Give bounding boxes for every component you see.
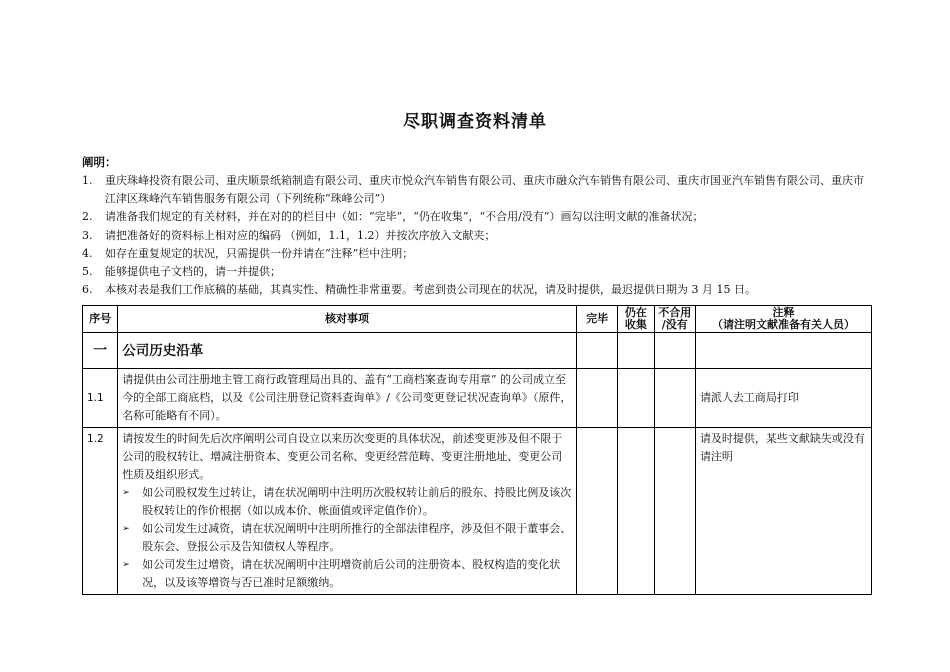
bullet-text: 如公司股权发生过转让，请在状况阐明中注明历次股权转让前后的股东、持股比例及该次股权转让的作价根据（如以成本价、帐面值或评定值作价）。 xyxy=(142,486,572,517)
row-item-text: 请提供由公司注册地主管工商行政管理局出具的、盖有“工商档案查询专用章” 的公司成立至今的全部工商底档，以及《公司注册登记资料查询单》/《公司变更登记状况查询单》（原件，名称可能略有不同）。 xyxy=(118,369,577,428)
bullet-item xyxy=(122,556,572,592)
row-number: 1.1 xyxy=(83,369,118,428)
table-header-row xyxy=(83,306,872,333)
header-done: 完毕 xyxy=(576,306,617,333)
note-item xyxy=(82,227,872,245)
na-cell[interactable] xyxy=(654,369,695,428)
header-note xyxy=(695,306,871,333)
header-collect-line-1: 仍在 xyxy=(624,306,647,319)
header-note-line-2: （请注明文献准备有关人员） xyxy=(711,318,855,331)
note-item xyxy=(82,208,872,226)
note-text: 请准备我们规定的有关材料，并在对的的栏目中（如：“完毕”，“仍在收集”，“不合用/没有”）画勾以注明文献的准备状况； xyxy=(105,210,704,224)
arrow-bullet-icon: ➢ xyxy=(122,488,130,498)
note-number: 3. xyxy=(82,228,93,242)
note-item xyxy=(82,245,872,263)
note-number: 1. xyxy=(82,174,93,187)
arrow-bullet-icon: ➢ xyxy=(122,524,130,534)
notes-list xyxy=(82,172,872,299)
header-item: 核对事项 xyxy=(118,306,577,333)
row-note[interactable]: 请派人去工商局打印 xyxy=(695,369,871,428)
note-number: 2. xyxy=(82,210,93,224)
section-title: 公司历史沿革 xyxy=(118,333,577,369)
section-number: 一 xyxy=(83,333,118,369)
done-cell[interactable] xyxy=(576,333,617,369)
page-title: 尽职调查资料清单 xyxy=(403,112,547,132)
section-row xyxy=(83,333,872,369)
note-text: 能够提供电子文档的，请一并提供； xyxy=(105,265,281,279)
note-text: 如存在重复规定的状况，只需提供一份并请在“注释”栏中注明； xyxy=(105,246,414,260)
row-item-cell xyxy=(118,428,577,595)
header-collect xyxy=(618,306,654,333)
na-cell[interactable] xyxy=(654,428,695,595)
note-text: 本核对表是我们工作底稿的基础，其真实性、精确性非常重要。考虑到贵公司现在的状况，请及时提供，最迟提供日期为 3 月 15 日。 xyxy=(105,283,756,297)
note-item xyxy=(82,281,872,299)
bullet-item xyxy=(122,484,572,520)
note-cell[interactable] xyxy=(695,333,871,369)
note-number: 5. xyxy=(82,265,93,279)
note-text: 重庆珠峰投资有限公司、重庆顺景纸箱制造有限公司、重庆市悦众汽车销售有限公司、重庆市融众汽车销售有限公司、重庆市国亚汽车销售有限公司、重庆市江津区珠峰汽车销售服务有限公司（下列统称“珠峰公司”） xyxy=(105,174,864,206)
notes-heading: 阐明： xyxy=(82,155,117,169)
note-number: 6. xyxy=(82,283,93,297)
bullet-text: 如公司发生过减资，请在状况阐明中注明所推行的全部法律程序，涉及但不限于董事会、股东会、登报公示及告知债权人等程序。 xyxy=(142,522,572,553)
done-cell[interactable] xyxy=(576,428,617,595)
note-item xyxy=(82,172,872,208)
row-note[interactable]: 请及时提供，某些文献缺失或没有请注明 xyxy=(695,428,871,595)
done-cell[interactable] xyxy=(576,369,617,428)
note-text: 请把准备好的资料标上相对应的编码 （例如，1.1，1.2）并按次序放入文献夹； xyxy=(105,228,496,242)
checklist-table xyxy=(82,305,872,595)
header-collect-line-2: 收集 xyxy=(624,318,647,331)
row-number: 1.2 xyxy=(83,428,118,595)
collect-cell[interactable] xyxy=(618,333,654,369)
table-row xyxy=(83,369,872,428)
bullet-item xyxy=(122,520,572,556)
note-number: 4. xyxy=(82,246,93,260)
row-item-text: 请按发生的时间先后次序阐明公司自设立以来历次变更的具体状况，前述变更涉及但不限于公司的股权转让、增减注册资本、变更公司名称、变更经营范畴、变更注册地址、变更公司性质及组织形式。 xyxy=(122,432,563,481)
header-no: 序号 xyxy=(83,306,118,333)
header-na-line-1: 不合用 xyxy=(658,306,692,319)
collect-cell[interactable] xyxy=(618,428,654,595)
bullet-text: 如公司发生过增资，请在状况阐明中注明增资前后公司的注册资本、股权构造的变化状况，以及该等增资与否已准时足额缴纳。 xyxy=(142,558,561,589)
header-note-line-1: 注释 xyxy=(772,306,795,319)
header-na-line-2: /没有 xyxy=(661,318,688,331)
table-row xyxy=(83,428,872,595)
header-na xyxy=(654,306,695,333)
arrow-bullet-icon: ➢ xyxy=(122,560,130,570)
note-item xyxy=(82,263,872,281)
na-cell[interactable] xyxy=(654,333,695,369)
collect-cell[interactable] xyxy=(618,369,654,428)
